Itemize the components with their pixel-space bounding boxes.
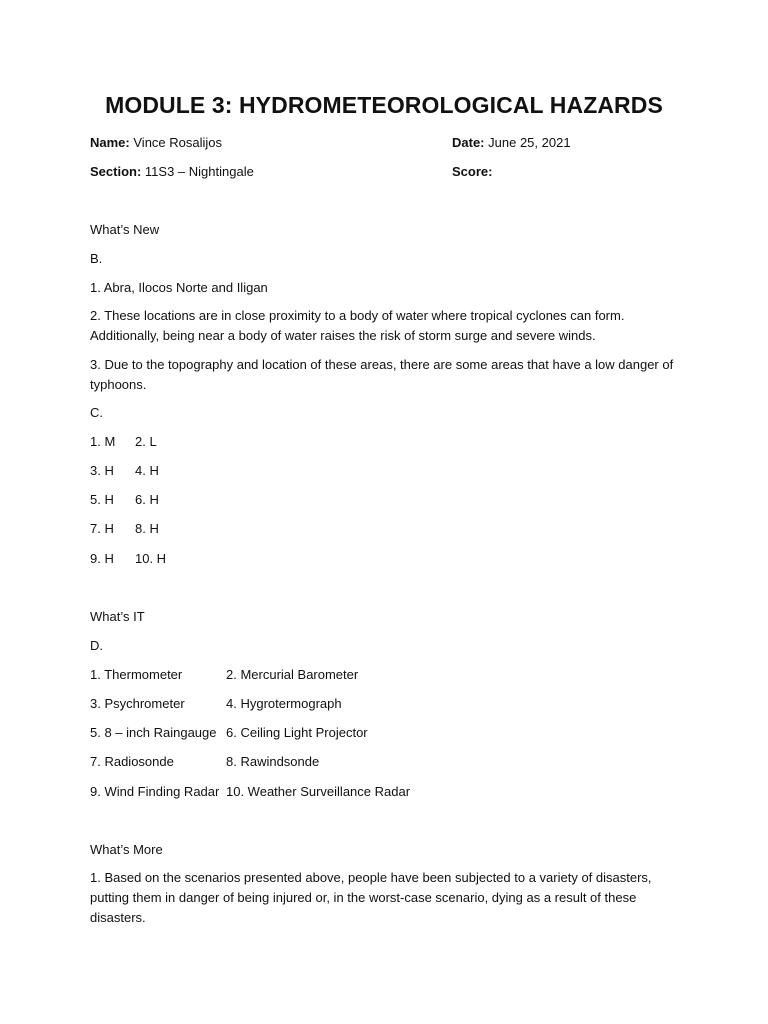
d-answer: 8. Rawindsonde — [226, 754, 320, 769]
d-answer: 10. Weather Surveillance Radar — [226, 784, 411, 799]
whats-new-heading: What’s New — [90, 222, 160, 237]
score-label: Score: — [452, 164, 493, 179]
c-answer: 4. H — [135, 463, 159, 478]
whats-more-heading: What’s More — [90, 842, 163, 857]
c-answer: 1. M — [90, 434, 116, 449]
name-value: Vince Rosalijos — [133, 135, 223, 150]
c-answer: 5. H — [90, 492, 114, 507]
whats-it-heading: What’s IT — [90, 609, 145, 624]
section-b-label: B. — [90, 251, 103, 266]
page-title: MODULE 3: HYDROMETEOROLOGICAL HAZARDS — [105, 92, 663, 118]
section-field — [90, 162, 254, 182]
d-answer: 2. Mercurial Barometer — [226, 667, 359, 682]
whats-more-item-1: 1. Based on the scenarios presented above, people have been subjected to a variety of disasters, putting them in danger of being injured or, in the worst-case scenario, dying as a result of these disasters. — [90, 870, 652, 925]
score-field — [452, 162, 492, 182]
name-label: Name: — [90, 135, 130, 150]
d-answer: 7. Radiosonde — [90, 754, 174, 769]
d-answer: 9. Wind Finding Radar — [90, 784, 220, 799]
c-answer: 6. H — [135, 492, 159, 507]
date-label: Date: — [452, 135, 485, 150]
name-field — [90, 133, 222, 153]
c-answer: 7. H — [90, 521, 114, 536]
section-c-label: C. — [90, 405, 103, 420]
date-value: June 25, 2021 — [488, 135, 571, 150]
b-item-2: 2. These locations are in close proximity to a body of water where tropical cyclones can form. Additionally, being near a body of water raises the risk of storm surge and severe winds. — [90, 308, 625, 343]
b-item-3: 3. Due to the topography and location of these areas, there are some areas that have a low danger of typhoons. — [90, 357, 674, 392]
d-answer: 4. Hygrotermograph — [226, 696, 342, 711]
d-answer: 1. Thermometer — [90, 667, 183, 682]
section-label: Section: — [90, 164, 142, 179]
d-answer: 6. Ceiling Light Projector — [226, 725, 368, 740]
date-field — [452, 133, 571, 153]
c-answer: 10. H — [135, 551, 167, 566]
section-d-label: D. — [90, 638, 103, 653]
c-answer: 3. H — [90, 463, 114, 478]
d-answer: 3. Psychrometer — [90, 696, 185, 711]
section-value: 11S3 – Nightingale — [144, 164, 254, 179]
c-answer: 2. L — [135, 434, 157, 449]
d-answer: 5. 8 – inch Raingauge — [90, 725, 217, 740]
c-answer: 9. H — [90, 551, 114, 566]
c-answer: 8. H — [135, 521, 159, 536]
b-item-1: 1. Abra, Ilocos Norte and Iligan — [90, 280, 268, 295]
